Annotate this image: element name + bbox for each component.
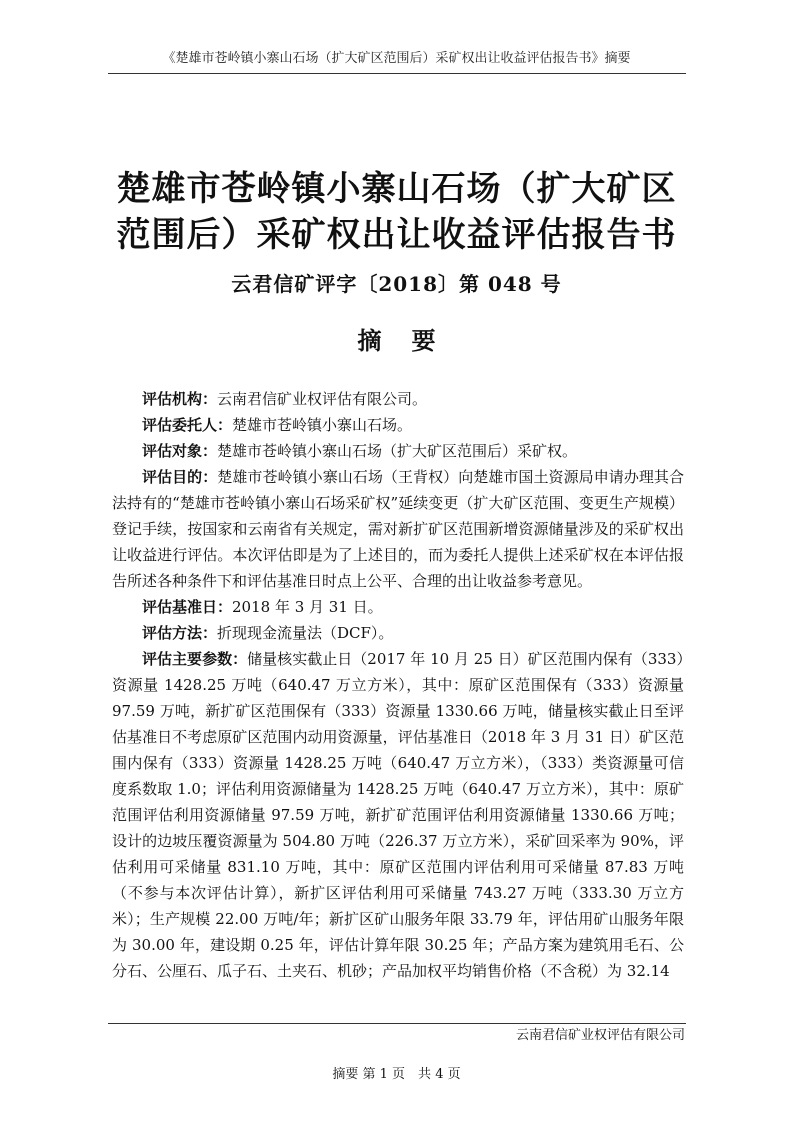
params-paragraph (112, 646, 684, 984)
footer-divider (108, 1023, 686, 1024)
object-paragraph (112, 438, 684, 464)
object-text: 楚雄市苍岭镇小寨山石场（扩大矿区范围后）采矿权。 (217, 442, 578, 460)
base-date-label: 评估基准日： (142, 598, 233, 616)
client-paragraph (112, 412, 684, 438)
page-number: 摘要 第 1 页 共 4 页 (332, 1067, 461, 1082)
client-label: 评估委托人： (142, 416, 233, 434)
purpose-label: 评估目的： (142, 468, 218, 486)
purpose-text: 楚雄市苍岭镇小寨山石场（王背权）向楚雄市国土资源局申请办理其合法持有的“楚雄市苍岭镇小寨山石场采矿权”延续变更（扩大矿区范围、变更生产规模）登记手续，按国家和云南省有关规定，需对新扩矿区范围新增资源储量涉及的采矿权出让收益进行评估。本次评估即是为了上述目的，而为委托人提供上述采矿权在本评估报告所述各种条件下和评估基准日时点上公平、合理的出让收益参考意见。 (112, 468, 684, 590)
purpose-paragraph (112, 464, 684, 594)
object-label: 评估对象： (142, 442, 218, 460)
agency-paragraph (112, 386, 684, 412)
agency-text: 云南君信矿业权评估有限公司。 (217, 390, 428, 408)
base-date-text: 2018 年 3 月 31 日。 (232, 598, 383, 616)
abstract-body (112, 386, 684, 984)
client-text: 楚雄市苍岭镇小寨山石场。 (232, 416, 413, 434)
abstract-heading: 摘要 (357, 326, 466, 355)
method-label: 评估方法： (142, 624, 218, 642)
method-text: 折现现金流量法（DCF）。 (217, 624, 394, 642)
document-number: 云君信矿评字〔2018〕第 048 号 (231, 272, 562, 296)
params-label: 评估主要参数： (142, 650, 248, 668)
base-date-paragraph (112, 594, 684, 620)
params-text: 储量核实截止日（2017 年 10 月 25 日）矿区范围内保有（333）资源量 1428.25 万吨（640.47 万立方米），其中：原矿区范围保有（333）资源量 97.59 万吨，新扩矿区范围保有（333）资源量 1330.66 万吨，储量核实截止日至评估基准日不考虑原矿区范围内动用资源量，评估基准日（2018 年 3 月 31 日）矿区范围内保有（333）资源量 1428.25 万吨（640.47 万立方米），（333）类资源量可信度系数取 1.0；评估利用资源储量为 1428.25 万吨（640.47 万立方米），其中：原矿范围评估利用资源储量 97.59 万吨，新扩矿范围评估利用资源储量 1330.66 万吨；设计的边坡压覆资源量为 504.80 万吨（226.37 万立方米），采矿回采率为 90%，评估利用可采储量 831.10 万吨，其中：原矿区范围内评估利用可采储量 87.83 万吨（不参与本次评估计算），新扩区评估利用可采储量 743.27 万吨（333.30 万立方米）；生产规模 22.00 万吨/年；新扩区矿山服务年限 33.79 年，评估用矿山服务年限为 30.00 年，建设期 0.25 年，评估计算年限 30.25 年；产品方案为建筑用毛石、公分石、公厘石、瓜子石、土夹石、机砂；产品加权平均销售价格（不含税）为 32.14 (112, 650, 684, 980)
agency-label: 评估机构： (142, 390, 218, 408)
header-divider (108, 73, 686, 74)
running-header: 《楚雄市苍岭镇小寨山石场（扩大矿区范围后）采矿权出让收益评估报告书》摘要 (162, 51, 631, 66)
report-title: 楚雄市苍岭镇小寨山石场（扩大矿区范围后）采矿权出让收益评估报告书 (116, 169, 677, 255)
method-paragraph (112, 620, 684, 646)
footer-company: 云南君信矿业权评估有限公司 (515, 1028, 685, 1043)
